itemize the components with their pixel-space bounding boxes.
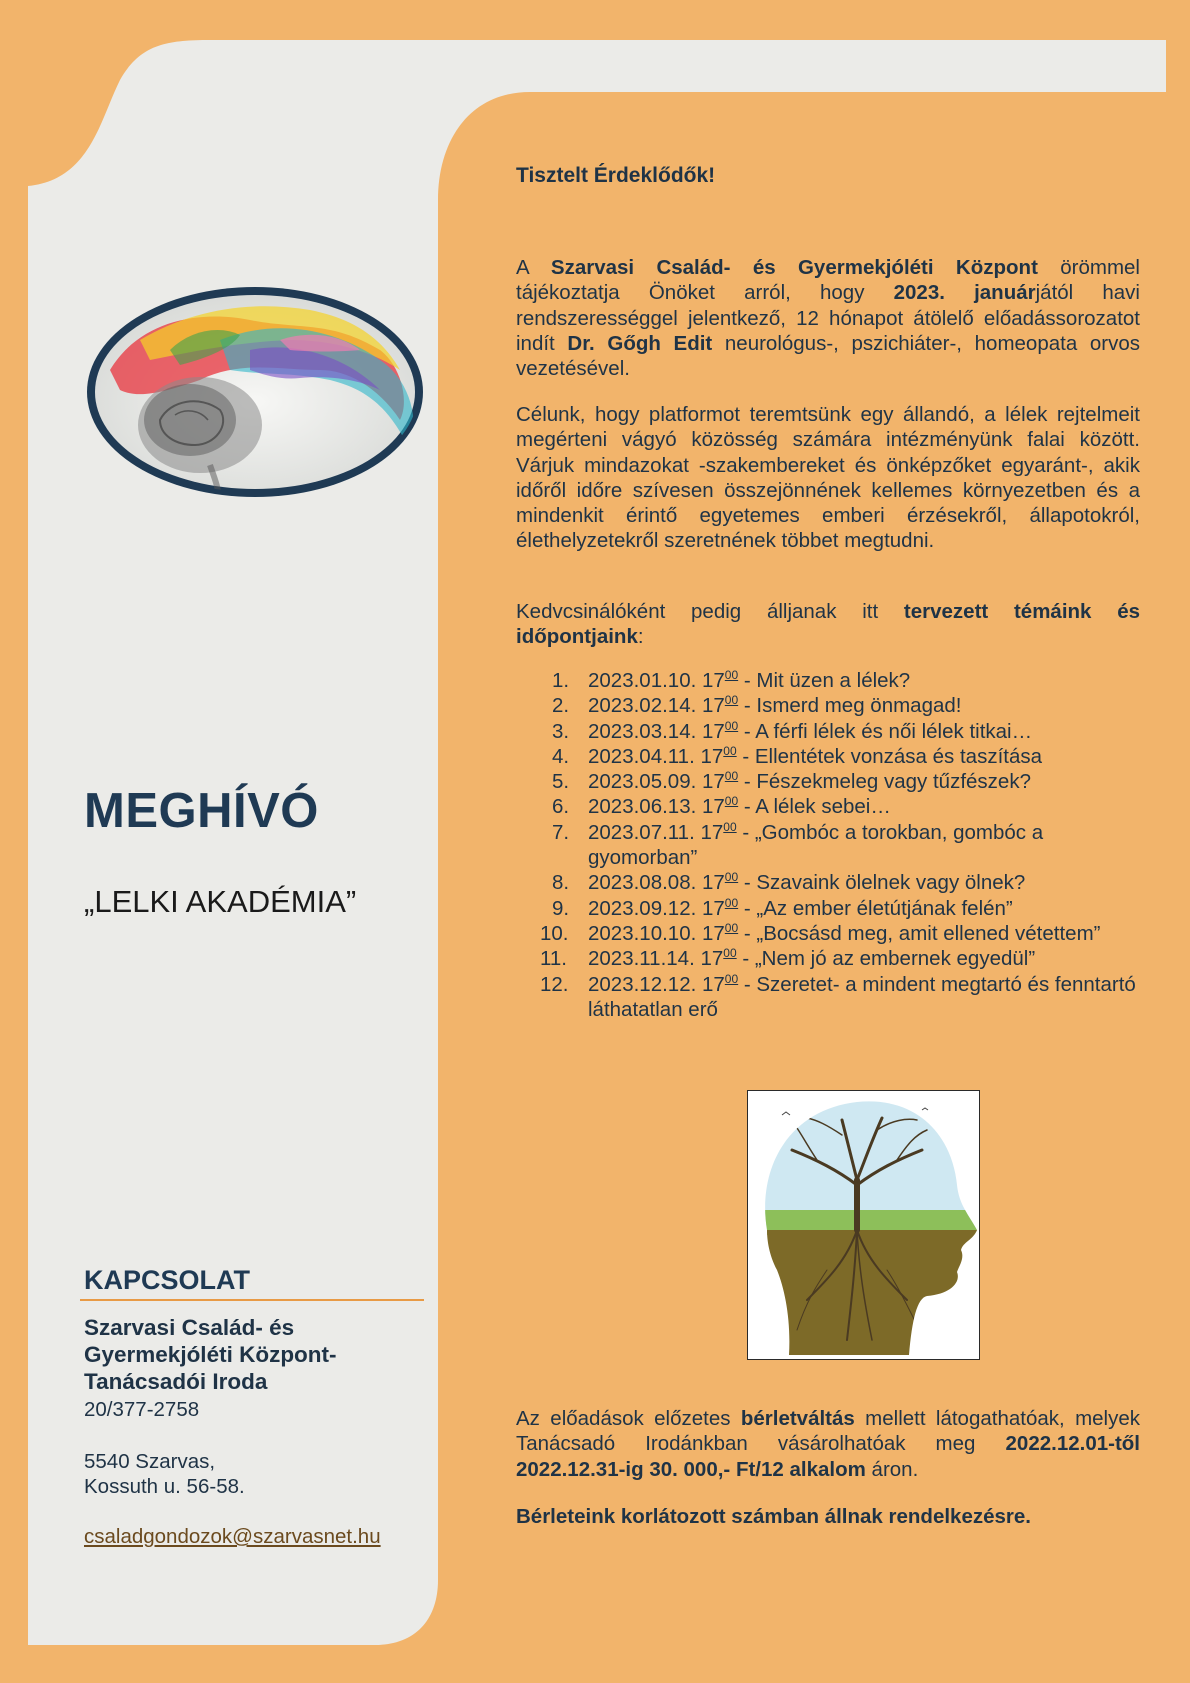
- schedule-item-topic: - Fészekmeleg vagy tűzfészek?: [738, 770, 1031, 794]
- schedule-item-number: 8.: [552, 871, 570, 895]
- schedule-item: [516, 693, 1156, 718]
- schedule-item-minutes: 00: [724, 718, 739, 733]
- schedule-item-number: 5.: [552, 770, 570, 794]
- schedule-item-minutes: 00: [723, 819, 737, 834]
- goal-paragraph: Célunk, hogy platformot teremtsünk egy állandó, a lélek rejtelmeit megérteni vágyó közösség számára intézményünk falai között. Várjuk mindazokat -szakembereket és önképzőket egyaránt-, akik időről időre szívesen összejönnének kellemes környezetben és a mindenkit érintő egyetemes emberi érzésekről, állapotokról, élethelyzetekről szeretnének többet megtudni.: [516, 403, 1140, 553]
- schedule-item-number: 4.: [552, 744, 570, 768]
- schedule-item-number: 6.: [552, 795, 570, 819]
- schedule-item-topic: - A lélek sebei…: [738, 795, 891, 819]
- schedule-item: [516, 870, 1156, 895]
- schedule-item: [516, 668, 1156, 693]
- tree-head-image: [747, 1090, 980, 1360]
- schedule-item-date: 2023.03.14. 17: [588, 719, 725, 743]
- limited-availability-note: Bérleteink korlátozott számban állnak rendelkezésre.: [516, 1505, 1031, 1528]
- schedule-item-number: 2.: [552, 694, 570, 718]
- schedule-item-number: 7.: [552, 820, 570, 844]
- schedule-item-minutes: 00: [723, 743, 737, 758]
- schedule-item-minutes: 00: [724, 895, 739, 910]
- schedule-item: [516, 921, 1156, 946]
- schedule-item-minutes: 00: [724, 693, 739, 708]
- contact-street: Kossuth u. 56-58.: [84, 1475, 245, 1498]
- contact-city: 5540 Szarvas,: [84, 1450, 216, 1473]
- event-subtitle: „LELKI AKADÉMIA”: [84, 884, 357, 919]
- schedule-item-date: 2023.04.11. 17: [588, 744, 724, 768]
- contact-heading: KAPCSOLAT: [84, 1265, 250, 1295]
- schedule-item-date: 2023.01.10. 17: [588, 669, 725, 692]
- schedule-item-number: 9.: [552, 896, 570, 920]
- schedule-item: [516, 972, 1156, 1023]
- schedule-item-topic: - „Nem jó az embernek egyedül”: [736, 947, 1036, 971]
- contact-phone: 20/377-2758: [84, 1398, 200, 1421]
- schedule-item-topic: - „Bocsásd meg, amit ellened vétettem”: [738, 921, 1101, 945]
- schedule-item-minutes: 00: [724, 971, 739, 986]
- contact-email-link[interactable]: csaladgondozok@szarvasnet.hu: [84, 1525, 381, 1548]
- schedule-item-number: 12.: [540, 972, 569, 996]
- schedule-item-number: 11.: [540, 947, 567, 971]
- schedule-item-date: 2023.02.14. 17: [588, 694, 725, 718]
- schedule-item-minutes: 00: [723, 946, 737, 961]
- schedule-item-date: 2023.05.09. 17: [588, 770, 725, 794]
- schedule-item-minutes: 00: [724, 668, 739, 682]
- schedule-item-topic: - „Az ember életútjának felén”: [738, 896, 1013, 920]
- schedule-item-minutes: 00: [724, 920, 739, 935]
- pass-paragraph: Az előadások előzetes bérletváltás mellett látogathatóak, melyek Tanácsadó Irodánkban vásárolhatóak meg 2022.12.01-től 2022.12.31-ig 30. 000,- Ft/12 alkalom áron.: [516, 1407, 1140, 1481]
- schedule-item: [516, 744, 1156, 769]
- schedule-item: [516, 946, 1156, 971]
- schedule-item-date: 2023.12.12. 17: [588, 972, 725, 996]
- schedule-list: [516, 668, 1156, 1022]
- schedule-item-number: 1.: [552, 669, 570, 692]
- intro-paragraph: A Szarvasi Család- és Gyermekjóléti Központ örömmel tájékoztatja Önöket arról, hogy 2023. januárjától havi rendszerességgel jelentkező, 12 hónapot átölelő előadássorozatot indít Dr. Gőgh Edit neurológus-, pszichiáter-, homeopata orvos vezetésével.: [516, 256, 1140, 381]
- schedule-item: [516, 794, 1156, 819]
- schedule-item-date: 2023.08.08. 17: [588, 871, 725, 895]
- schedule-intro: Kedvcsinálóként pedig álljanak itt tervezett témáink és időpontjaink:: [516, 600, 1140, 649]
- schedule-item-topic: - A férfi lélek és női lélek titkai…: [738, 719, 1033, 743]
- schedule-item-minutes: 00: [724, 870, 739, 885]
- brain-image: [80, 280, 430, 504]
- schedule-item-topic: - „Gombóc a torokban, gombóc a gyomorban”: [588, 820, 1044, 870]
- schedule-item-date: 2023.09.12. 17: [588, 896, 725, 920]
- schedule-item-date: 2023.11.14. 17: [588, 947, 724, 971]
- schedule-item-topic: - Ismerd meg önmagad!: [738, 694, 962, 718]
- schedule-item: [516, 896, 1156, 921]
- schedule-item: [516, 769, 1156, 794]
- schedule-item-minutes: 00: [724, 769, 739, 784]
- schedule-item: [516, 719, 1156, 744]
- schedule-item-number: 3.: [552, 719, 570, 743]
- schedule-item-topic: - Szavaink ölelnek vagy ölnek?: [738, 871, 1026, 895]
- schedule-item-date: 2023.10.10. 17: [588, 921, 725, 945]
- schedule-item-number: 10.: [540, 921, 569, 945]
- contact-org-name: Szarvasi Család- és Gyermekjóléti Központ- Tanácsadói Iroda: [84, 1315, 337, 1394]
- contact-divider: [80, 1299, 424, 1301]
- schedule-item-date: 2023.06.13. 17: [588, 795, 725, 819]
- greeting: Tisztelt Érdeklődők!: [516, 164, 716, 187]
- schedule-item-topic: - Mit üzen a lélek?: [738, 669, 911, 692]
- schedule-item-topic: - Ellentétek vonzása és taszítása: [736, 744, 1043, 768]
- schedule-item: [516, 820, 1156, 871]
- schedule-item-date: 2023.07.11. 17: [588, 820, 724, 844]
- page-title: MEGHÍVÓ: [84, 784, 319, 838]
- schedule-item-minutes: 00: [724, 794, 739, 809]
- schedule-item-topic: - Szeretet- a mindent megtartó és fenntartó láthatatlan erő: [588, 972, 1136, 1021]
